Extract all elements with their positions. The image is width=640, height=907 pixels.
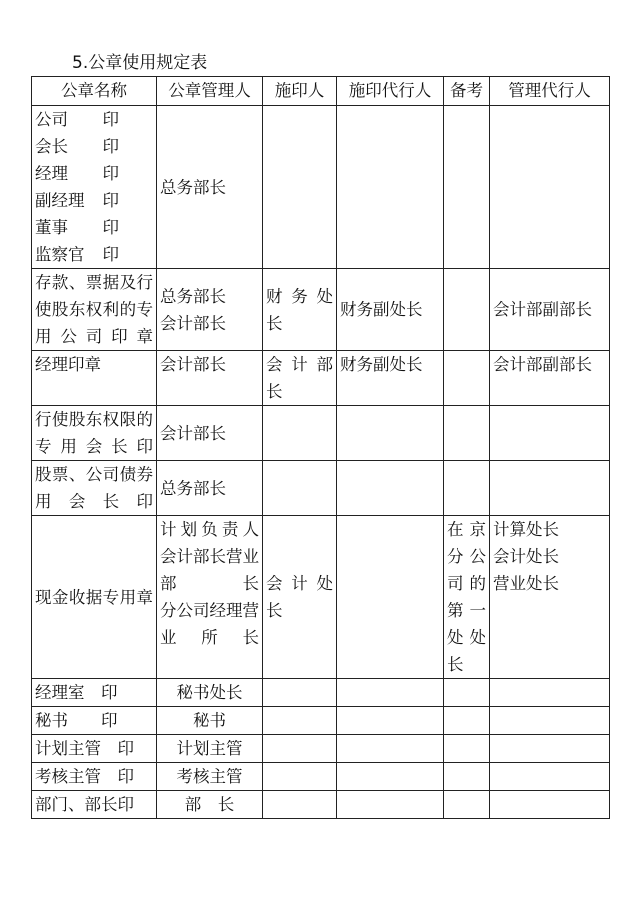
header-stamper: 施印人: [263, 77, 337, 106]
stamper-cell: [263, 406, 337, 461]
seal-name-line: 经理 印: [35, 164, 119, 183]
custodian-agent-cell: 会计部副部长: [490, 269, 610, 351]
table-row: [32, 763, 610, 791]
header-remarks: 备考: [444, 77, 490, 106]
stamper-cell: 会 计 部长: [263, 351, 337, 406]
page-title: 5.公章使用规定表: [72, 53, 208, 73]
seal-name-cell: 部门、部长印: [32, 791, 157, 819]
custodian-agent-cell: [490, 791, 610, 819]
seal-name-cell: 考核主管 印: [32, 763, 157, 791]
remarks-cell: [444, 679, 490, 707]
table-row: [32, 406, 610, 461]
seal-name-cell: 存款、票据及行使股东权利的专用公司印章: [32, 269, 157, 351]
stamper-agent-cell: [337, 406, 444, 461]
custodian-line: 分公司经理营业所长: [160, 601, 259, 647]
custodian-line: 总务部长: [160, 286, 226, 306]
custodian-agent-line: 会计处长: [493, 547, 559, 566]
remarks-cell: 在京分公司的第一处处长: [444, 516, 490, 679]
stamper-cell: [263, 461, 337, 516]
seal-name-line: 副经理 印: [35, 191, 119, 210]
custodian-cell: 部 长: [157, 791, 263, 819]
header-stamper-agent: 施印代行人: [337, 77, 444, 106]
stamper-agent-cell: [337, 735, 444, 763]
stamper-cell: [263, 106, 337, 269]
table-row: [32, 679, 610, 707]
seal-name-cell: 计划主管 印: [32, 735, 157, 763]
custodian-cell: 会计部长: [157, 406, 263, 461]
stamper-cell: 会 计 处长: [263, 516, 337, 679]
header-custodian-agent: 管理代行人: [490, 77, 610, 106]
seal-name-cell: 秘书 印: [32, 707, 157, 735]
table-header-row: [32, 77, 610, 106]
stamper-cell: [263, 763, 337, 791]
table-row: [32, 461, 610, 516]
custodian-agent-cell: [490, 406, 610, 461]
table-row: [32, 516, 610, 679]
table-row: [32, 791, 610, 819]
stamper-cell: [263, 791, 337, 819]
stamper-agent-cell: [337, 679, 444, 707]
seal-name-cell: 行使股东权限的专用会长印: [32, 406, 157, 461]
stamper-agent-cell: [337, 516, 444, 679]
stamper-cell: [263, 707, 337, 735]
custodian-cell: [157, 269, 263, 351]
stamper-cell: [263, 679, 337, 707]
header-seal-name: 公章名称: [32, 77, 157, 106]
custodian-agent-cell: [490, 516, 610, 679]
remarks-cell: [444, 763, 490, 791]
stamper-agent-cell: [337, 707, 444, 735]
table-row: [32, 269, 610, 351]
table-row: [32, 707, 610, 735]
stamper-agent-cell: 财务副处长: [337, 351, 444, 406]
custodian-line: 计划负责人: [160, 520, 259, 539]
custodian-agent-cell: [490, 461, 610, 516]
custodian-cell: 计划主管: [157, 735, 263, 763]
custodian-agent-cell: [490, 679, 610, 707]
seal-name-cell: 股票、公司债券用会长印: [32, 461, 157, 516]
stamper-agent-cell: [337, 791, 444, 819]
table-row: [32, 106, 610, 269]
stamper-agent-cell: [337, 106, 444, 269]
seal-name-line: 公司 印: [35, 110, 119, 129]
custodian-cell: 秘书处长: [157, 679, 263, 707]
stamper-agent-cell: [337, 763, 444, 791]
custodian-cell: 秘书: [157, 707, 263, 735]
custodian-cell: 总务部长: [157, 461, 263, 516]
table-row: [32, 735, 610, 763]
custodian-cell: [157, 516, 263, 679]
seal-name-line: 监察官 印: [35, 245, 119, 264]
remarks-cell: [444, 735, 490, 763]
custodian-agent-cell: [490, 735, 610, 763]
remarks-cell: [444, 106, 490, 269]
remarks-cell: [444, 461, 490, 516]
remarks-cell: [444, 707, 490, 735]
seal-name-cell: 经理室 印: [32, 679, 157, 707]
custodian-line: 会计部长营业部长: [160, 547, 259, 593]
remarks-cell: [444, 269, 490, 351]
custodian-cell: 考核主管: [157, 763, 263, 791]
custodian-agent-cell: [490, 707, 610, 735]
seal-usage-table: [31, 76, 610, 819]
custodian-cell: 会计部长: [157, 351, 263, 406]
custodian-agent-cell: [490, 106, 610, 269]
seal-name-cell: 经理印章: [32, 351, 157, 406]
remarks-cell: [444, 791, 490, 819]
remarks-cell: [444, 406, 490, 461]
stamper-agent-cell: [337, 461, 444, 516]
custodian-cell: 总务部长: [157, 106, 263, 269]
custodian-agent-cell: [490, 763, 610, 791]
stamper-cell: [263, 735, 337, 763]
stamper-cell: 财 务 处长: [263, 269, 337, 351]
seal-name-line: 会长 印: [35, 137, 119, 156]
seal-name-cell: [32, 106, 157, 269]
stamper-agent-cell: 财务副处长: [337, 269, 444, 351]
remarks-cell: [444, 351, 490, 406]
custodian-agent-line: 计算处长: [493, 520, 559, 539]
table-row: [32, 351, 610, 406]
header-custodian: 公章管理人: [157, 77, 263, 106]
custodian-agent-cell: 会计部副部长: [490, 351, 610, 406]
seal-name-line: 董事 印: [35, 218, 119, 237]
custodian-agent-line: 营业处长: [493, 574, 559, 593]
custodian-line: 会计部长: [160, 313, 226, 333]
seal-name-cell: 现金收据专用章: [32, 516, 157, 679]
